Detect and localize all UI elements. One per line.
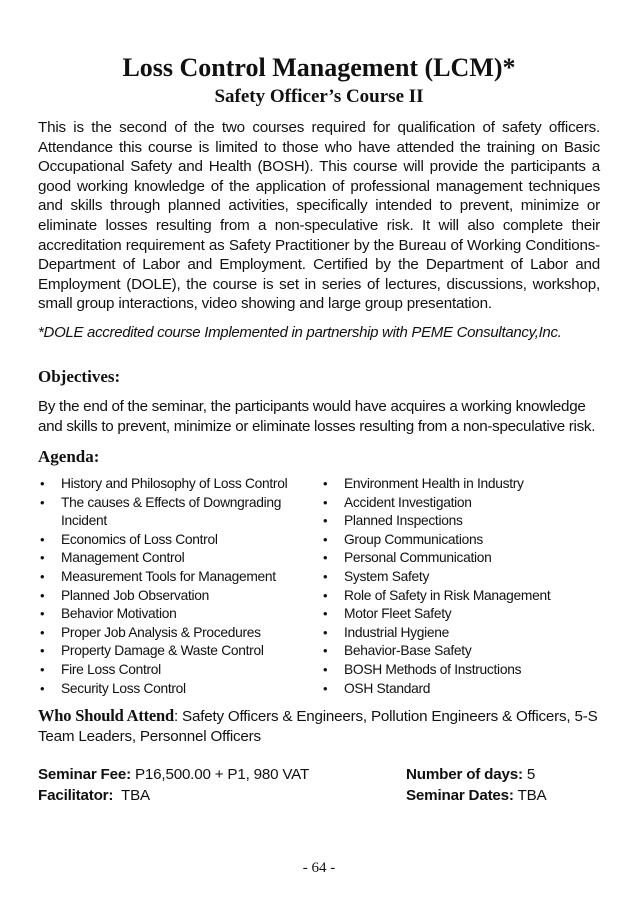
facilitator-value: TBA <box>113 787 150 804</box>
document-page <box>38 0 600 921</box>
list-item: • Security Loss Control <box>38 680 293 699</box>
list-item: • Property Damage & Waste Control <box>38 642 293 661</box>
list-item: • Measurement Tools for Management <box>38 568 293 587</box>
number-of-days-value: 5 <box>522 766 536 783</box>
list-item: • Personal Communication <box>321 549 601 568</box>
facilitator <box>38 786 150 806</box>
list-item: • Role of Safety in Risk Management <box>321 587 601 606</box>
course-description: This is the second of the two courses required for qualification of safety officers. Attendance this course is limited to those who have attended the training on Basic Occupational Safety and Health (BOSH). This course will provide the participants a good working knowledge of the application of professional management techniques and skills through planned activities, specifically intended to prevent, minimize or eliminate losses resulting from a non-speculative risk. It will also complete their accreditation requirement as Safety Practitioner by the Bureau of Working Conditions-Department of Labor and Employment. Certified by the Department of Labor and Employment (DOLE), the course is set in series of lectures, discussions, workshop, small group interactions, video showing and large group presentation. <box>38 119 600 313</box>
list-item: • Economics of Loss Control <box>38 531 293 550</box>
list-item: • Group Communications <box>321 531 601 550</box>
page-title: Loss Control Management (LCM)* <box>122 53 516 82</box>
list-item: • The causes & Effects of Downgrading Incident <box>38 494 293 531</box>
seminar-fee <box>38 765 309 785</box>
objectives-heading: Objectives: <box>38 367 121 386</box>
list-item: • Fire Loss Control <box>38 661 293 680</box>
list-item: • Planned Job Observation <box>38 587 293 606</box>
who-should-attend-label: Who Should Attend <box>38 706 174 725</box>
who-should-attend <box>38 706 600 747</box>
who-should-attend-text: : Safety Officers & Engineers, Pollution Engineers & Officers, 5-S Team Leaders, Personnel Officers <box>38 708 598 745</box>
list-item: • Motor Fleet Safety <box>321 605 601 624</box>
list-item: • Planned Inspections <box>321 512 601 531</box>
objectives-text: By the end of the seminar, the participants would have acquires a working knowledge and skills to prevent, minimize or eliminate losses resulting from a non-speculative risk. <box>38 398 596 435</box>
list-item: • BOSH Methods of Instructions <box>321 661 601 680</box>
list-item: • Environment Health in Industry <box>321 475 601 494</box>
agenda-list-right <box>321 475 601 698</box>
number-of-days <box>406 765 535 785</box>
page-number: - 64 - <box>302 860 336 876</box>
list-item: • History and Philosophy of Loss Control <box>38 475 293 494</box>
agenda-list-left <box>38 475 293 698</box>
list-item: • Industrial Hygiene <box>321 624 601 643</box>
accreditation-note: *DOLE accredited course Implemented in partnership with PEME Consultancy,Inc. <box>38 324 562 341</box>
list-item: • OSH Standard <box>321 680 601 699</box>
list-item: • Behavior Motivation <box>38 605 293 624</box>
seminar-dates-value: TBA <box>513 787 547 804</box>
number-of-days-label: Number of days: <box>406 766 523 783</box>
page-subtitle: Safety Officer’s Course II <box>214 86 424 107</box>
facilitator-label: Facilitator: <box>38 787 114 804</box>
seminar-fee-value: P16,500.00 + P1, 980 VAT <box>130 766 310 783</box>
list-item: • System Safety <box>321 568 601 587</box>
list-item: • Proper Job Analysis & Procedures <box>38 624 293 643</box>
seminar-dates <box>406 786 546 806</box>
seminar-dates-label: Seminar Dates: <box>406 787 514 804</box>
list-item: • Behavior-Base Safety <box>321 642 601 661</box>
seminar-fee-label: Seminar Fee: <box>38 766 131 783</box>
list-item: • Management Control <box>38 549 293 568</box>
list-item: • Accident Investigation <box>321 494 601 513</box>
agenda-heading: Agenda: <box>38 447 100 466</box>
